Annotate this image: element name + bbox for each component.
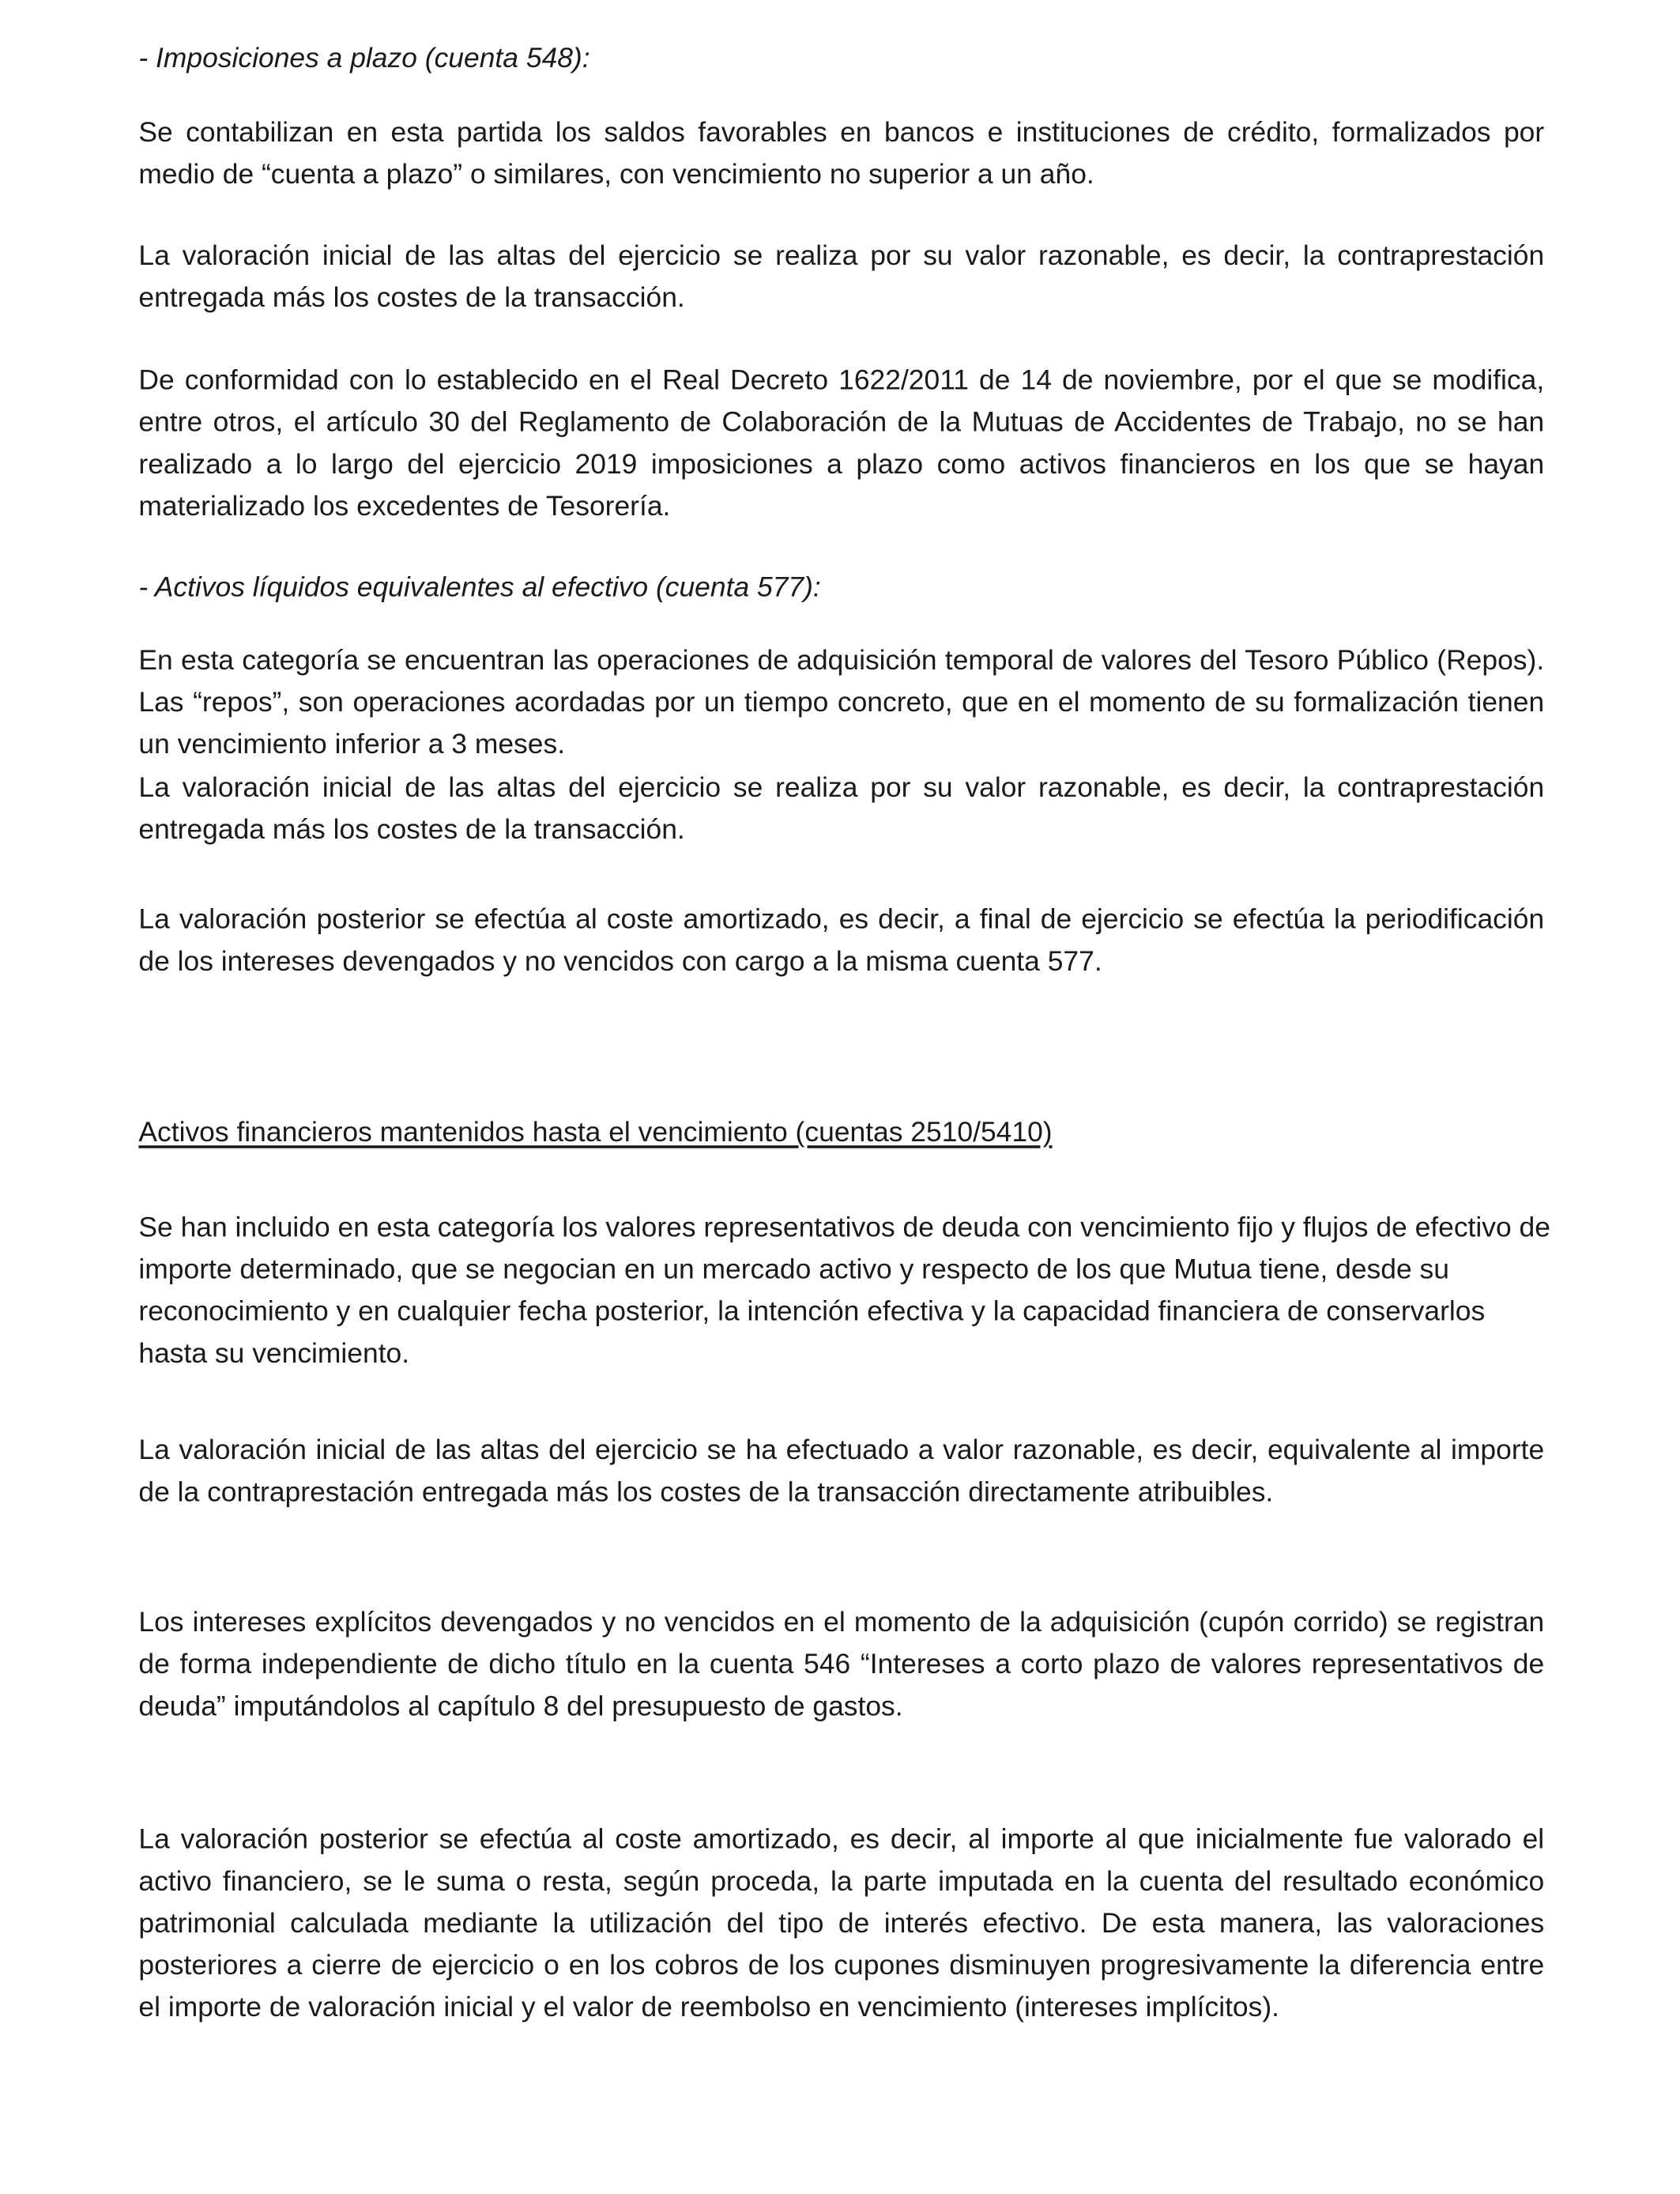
paragraph-intereses-explicitos: Los intereses explícitos devengados y no vencidos en el momento de la adquisición (cupón corrido) se registran de forma independiente de dicho título en la cuenta 546 “Intereses a corto plazo de valores representativos de deuda” imputándolos al capítulo 8 del presupuesto de gastos. (138, 1607, 1545, 1723)
paragraph-real-decreto: De conformidad con lo establecido en el Real Decreto 1622/2011 de 14 de noviembre, por el que se modifica, entre otros, el artículo 30 del Reglamento de Colaboración de la Mutuas de Accidentes de Trabajo, no se han realizado a lo largo del ejercicio 2019 imposiciones a plazo como activos financieros en los que se hayan materializado los excedentes de Tesorería. (138, 365, 1545, 522)
paragraph-valoracion-inicial-imposiciones: La valoración inicial de las altas del ejercicio se realiza por su valor razonable, es decir, la contraprestación entregada más los costes de la transacción. (138, 240, 1545, 314)
paragraph-saldos-favorables: Se contabilizan en esta partida los saldos favorables en bancos e instituciones de crédito, formalizados por medio de “cuenta a plazo” o similares, con vencimiento no superior a un año. (138, 117, 1545, 190)
paragraph-repos: En esta categoría se encuentran las operaciones de adquisición temporal de valores del Tesoro Público (Repos). Las “repos”, son operaciones acordadas por un tiempo concreto, que en el momento de su formalización tienen un vencimiento inferior a 3 meses. (138, 645, 1545, 761)
paragraph-valoracion-inicial-repos: La valoración inicial de las altas del ejercicio se realiza por su valor razonable, es decir, la contraprestación entregada más los costes de la transacción. (138, 772, 1545, 846)
section-heading-mantenidos-vencimiento: Activos financieros mantenidos hasta el vencimiento (cuentas 2510/5410) (138, 1117, 1053, 1148)
paragraph-valoracion-posterior-577: La valoración posterior se efectúa al coste amortizado, es decir, a final de ejercicio se efectúa la periodificación de los intereses devengados y no vencidos con cargo a la misma cuenta 577. (138, 904, 1545, 978)
section-heading-activos-liquidos: - Activos líquidos equivalentes al efectivo (cuenta 577): (138, 572, 821, 604)
paragraph-coste-amortizado: La valoración posterior se efectúa al coste amortizado, es decir, al importe al que inicialmente fue valorado el activo financiero, se le suma o resta, según proceda, la parte imputada en la cuenta del resultado económico patrimonial calculada mediante la utilización del tipo de interés efectivo. De esta manera, las valoraciones posteriores a cierre de ejercicio o en los cobros de los cupones disminuyen progresivamente la diferencia entre el importe de valoración inicial y el valor de reembolso en vencimiento (intereses implícitos). (138, 1824, 1545, 2024)
section-heading-imposiciones-plazo: - Imposiciones a plazo (cuenta 548): (138, 43, 590, 74)
paragraph-valores-representativos: Se han incluido en esta categoría los valores representativos de deuda con vencimiento fijo y flujos de efectivo de importe determinado, que se negocian en un mercado activo y respecto de los que Mutua tiene, desde su reconocimiento y en cualquier fecha posterior, la intención efectiva y la capacidad financiera de conservarlos hasta su vencimiento. (138, 1212, 1550, 1370)
paragraph-valoracion-inicial-mantenidos: La valoración inicial de las altas del ejercicio se ha efectuado a valor razonable, es decir, equivalente al importe de la contraprestación entregada más los costes de la transacción directamente atribuibles. (138, 1434, 1545, 1509)
